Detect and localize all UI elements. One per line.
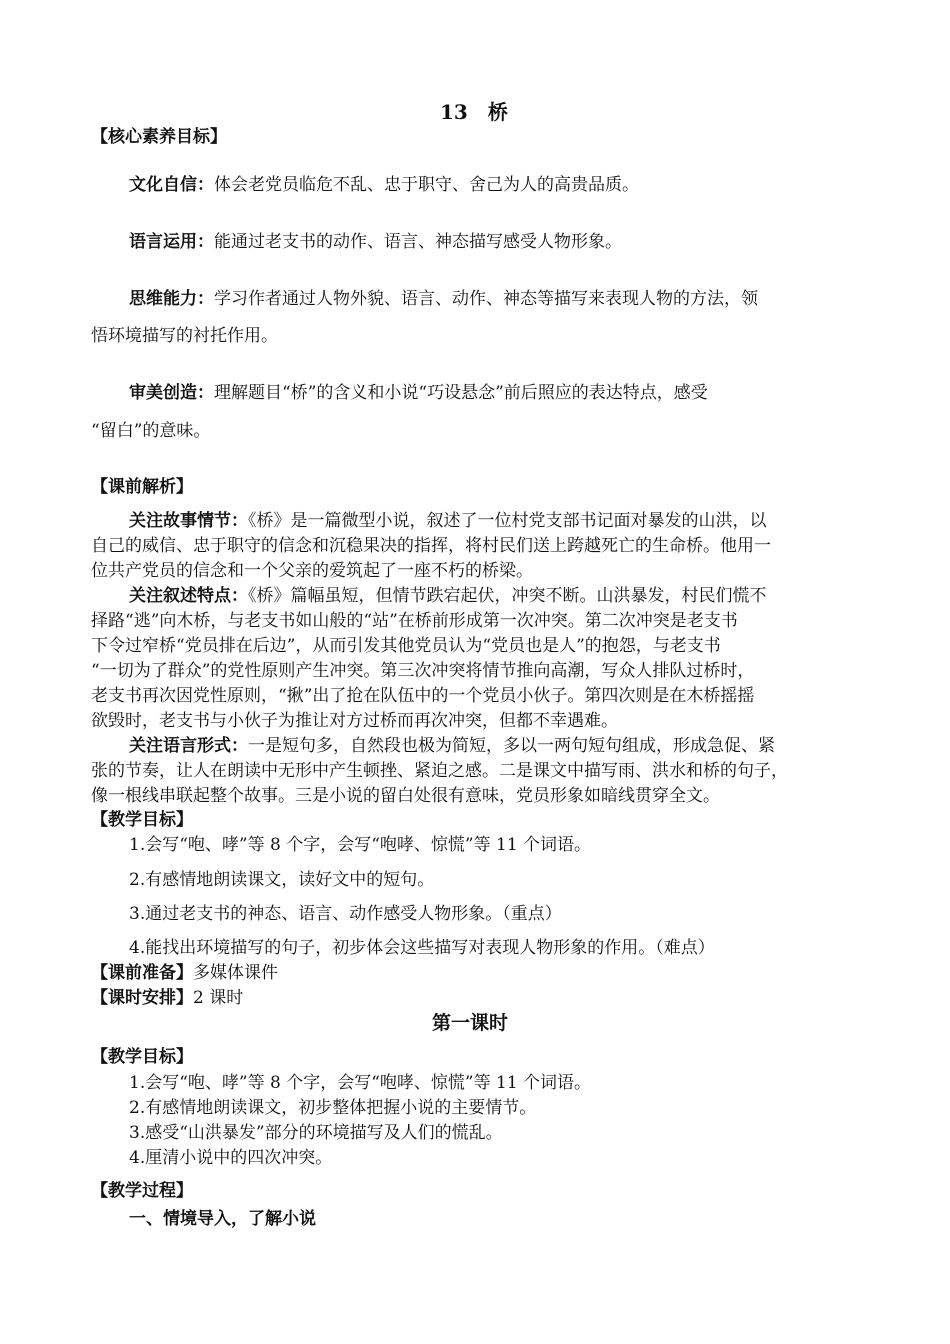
goals-heading: 【教学目标】 xyxy=(91,810,193,830)
core-aesthetic xyxy=(129,382,708,404)
analysis-narrative-line: 下令过窄桥“党员排在后边”，从而引发其他党员认为“党员也是人”的抱怨，与老支书 xyxy=(91,636,721,656)
core-culture xyxy=(129,174,639,196)
lesson1-goal-item: 1.会写“咆、哮”等 8 个字，会写“咆哮、惊慌”等 11 个词语。 xyxy=(129,1073,592,1093)
analysis-story xyxy=(129,510,767,532)
lesson1-goal-item: 2.有感情地朗读课文，初步整体把握小说的主要情节。 xyxy=(129,1098,537,1118)
core-goals-heading: 【核心素养目标】 xyxy=(91,127,227,147)
analysis-narrative-line: 欲毁时，老支书与小伙子为推让对方过桥而再次冲突，但都不幸遇难。 xyxy=(91,711,618,731)
core-thinking xyxy=(129,288,758,310)
document-title: 13 桥 xyxy=(440,100,508,124)
analysis-form-line: 张的节奏，让人在朗读中无形中产生顿挫、紧迫之感。二是课文中描写雨、洪水和桥的句子， xyxy=(91,761,788,781)
analysis-narrative-label: 关注叙述特点： xyxy=(129,586,248,606)
analysis-story-line: 位共产党员的信念和一个父亲的爱筑起了一座不朽的桥梁。 xyxy=(91,561,533,581)
analysis-narrative-line: 择路“逃”向木桥，与老支书如山般的“站”在桥前形成第一次冲突。第二次冲突是老支书 xyxy=(91,611,738,631)
core-language-label: 语言运用： xyxy=(129,232,214,252)
core-thinking-label: 思维能力： xyxy=(129,289,214,309)
goal-item: 3.通过老支书的神态、语言、动作感受人物形象。（重点） xyxy=(129,904,562,924)
core-thinking-text-cont: 悟环境描写的衬托作用。 xyxy=(91,326,278,346)
core-aesthetic-text: 理解题目“桥”的含义和小说“巧设悬念”前后照应的表达特点，感受 xyxy=(214,383,708,403)
prep-line xyxy=(91,962,278,984)
analysis-form-line: 像一根线串联起整个故事。三是小说的留白处很有意味，党员形象如暗线贯穿全文。 xyxy=(91,786,720,806)
analysis-form-label: 关注语言形式： xyxy=(129,736,248,756)
analysis-story-line: 自己的威信、忠于职守的信念和沉稳果决的指挥，将村民们送上跨越死亡的生命桥。他用一 xyxy=(91,536,771,556)
core-culture-label: 文化自信： xyxy=(129,175,214,195)
analysis-narrative-line: “一切为了群众”的党性原则产生冲突。第三次冲突将情节推向高潮，写众人排队过桥时， xyxy=(91,661,755,681)
process-step-1: 一、情境导入，了解小说 xyxy=(129,1209,316,1229)
lesson1-title: 第一课时 xyxy=(432,1012,509,1034)
lesson1-goal-item: 4.厘清小说中的四次冲突。 xyxy=(129,1148,333,1168)
core-language-text: 能通过老支书的动作、语言、神态描写感受人物形象。 xyxy=(214,232,622,252)
analysis-narrative xyxy=(129,585,767,607)
analysis-story-label: 关注故事情节： xyxy=(129,511,248,531)
core-aesthetic-label: 审美创造： xyxy=(129,383,214,403)
analysis-story-line: 《桥》是一篇微型小说，叙述了一位村党支部书记面对暴发的山洪，以 xyxy=(248,511,767,531)
goal-item: 2.有感情地朗读课文，读好文中的短句。 xyxy=(129,870,435,890)
schedule-line xyxy=(91,987,243,1009)
analysis-heading: 【课前解析】 xyxy=(91,477,193,497)
analysis-narrative-line: 《桥》篇幅虽短，但情节跌宕起伏，冲突不断。山洪暴发，村民们慌不 xyxy=(248,586,767,606)
lesson1-goals-heading: 【教学目标】 xyxy=(91,1047,193,1067)
analysis-form-line: 一是短句多，自然段也极为简短，多以一两句短句组成，形成急促、紧 xyxy=(248,736,775,756)
core-language xyxy=(129,231,622,253)
core-thinking-text: 学习作者通过人物外貌、语言、动作、神态等描写来表现人物的方法，领 xyxy=(214,289,758,309)
goal-item: 1.会写“咆、哮”等 8 个字，会写“咆哮、惊慌”等 11 个词语。 xyxy=(129,835,592,855)
prep-heading: 【课前准备】 xyxy=(91,963,193,983)
analysis-form xyxy=(129,735,775,757)
schedule-text: 2 课时 xyxy=(193,988,244,1008)
goal-item: 4.能找出环境描写的句子，初步体会这些描写对表现人物形象的作用。（难点） xyxy=(129,938,715,958)
process-heading: 【教学过程】 xyxy=(91,1181,193,1201)
analysis-narrative-line: 老支书再次因党性原则，“揪”出了抢在队伍中的一个党员小伙子。第四次则是在木桥摇摇 xyxy=(91,686,755,706)
lesson1-goal-item: 3.感受“山洪暴发”部分的环境描写及人们的慌乱。 xyxy=(129,1123,503,1143)
core-culture-text: 体会老党员临危不乱、忠于职守、舍己为人的高贵品质。 xyxy=(214,175,639,195)
core-aesthetic-text-cont: “留白”的意味。 xyxy=(91,421,211,441)
schedule-heading: 【课时安排】 xyxy=(91,988,193,1008)
prep-text: 多媒体课件 xyxy=(193,963,278,983)
